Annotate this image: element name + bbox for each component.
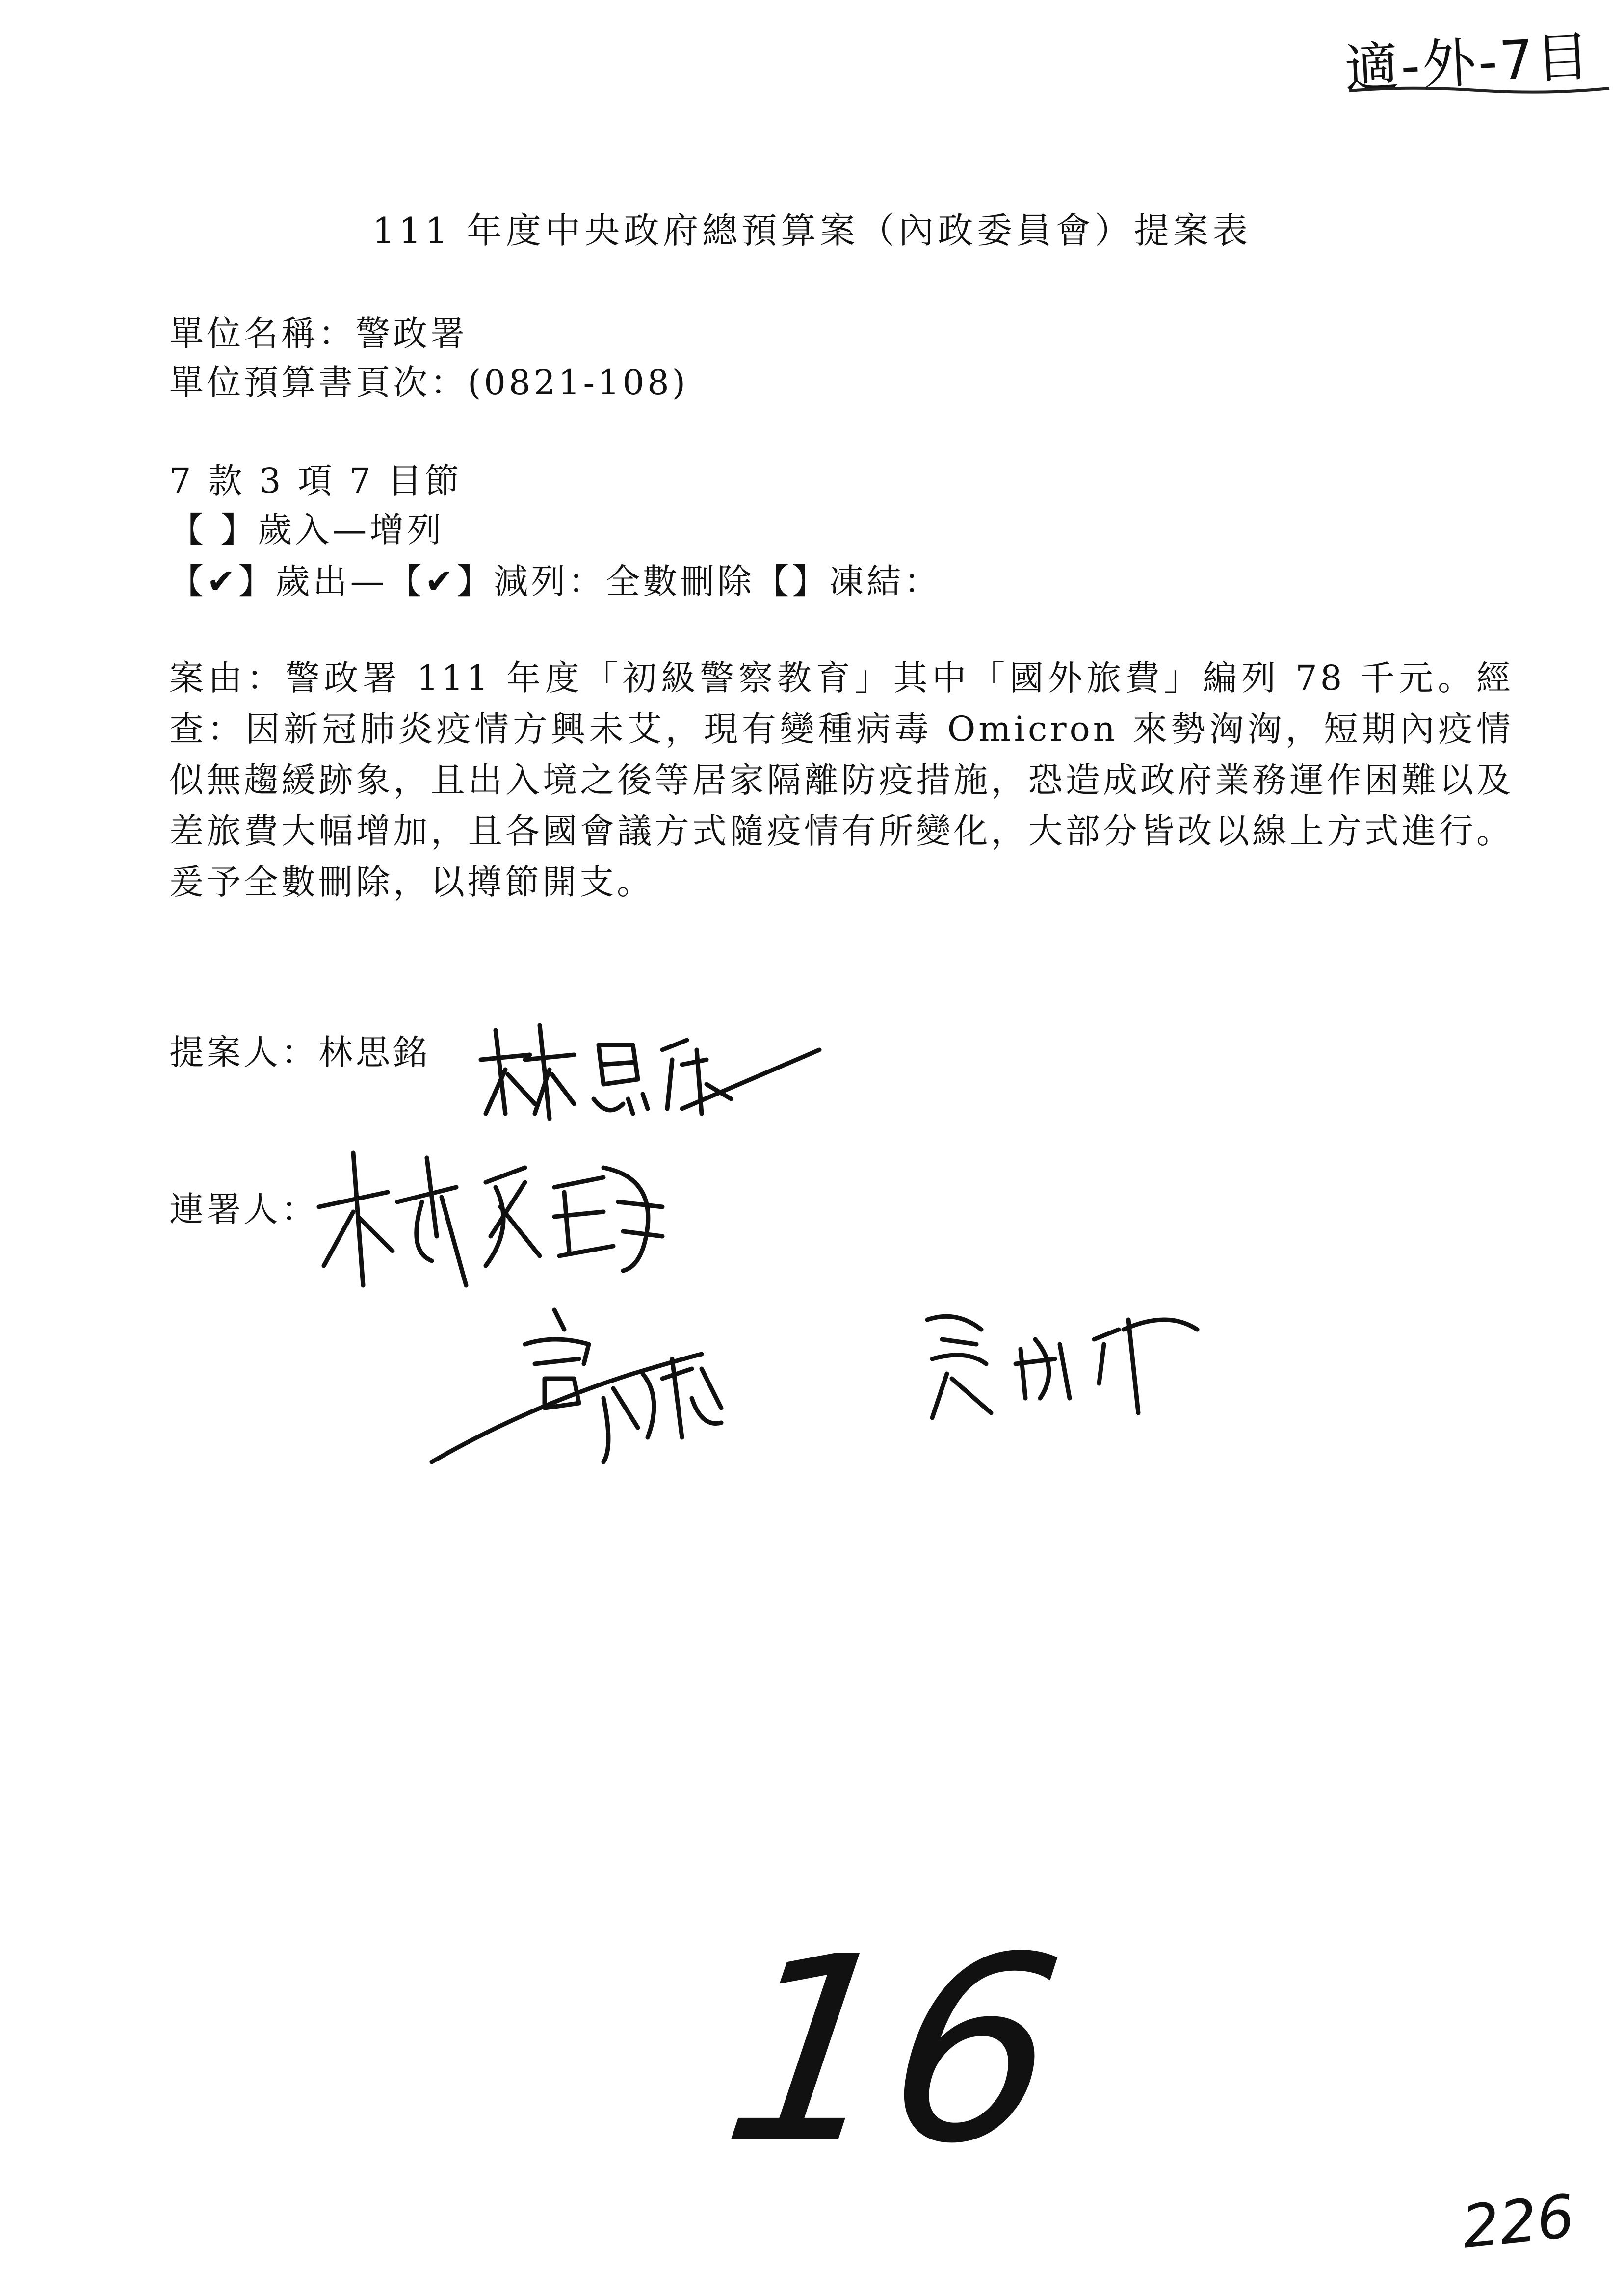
bracket-open: 【 <box>169 561 207 601</box>
corner-handwritten-mark: 適-外-7目 <box>1343 25 1593 101</box>
page-title: 111 年度中央政府總預算案（內政委員會）提案表 <box>372 210 1252 251</box>
cosigner-signature-1 <box>309 1138 692 1300</box>
unit-name: 單位名稱：警政署 <box>169 313 468 354</box>
item-code: 7 款 3 項 7 目節 <box>169 461 462 501</box>
budget-page-reference: 單位預算書頁次：(0821-108) <box>169 363 689 403</box>
cosigner-signature-2 <box>427 1300 810 1477</box>
cosigner-signature-3 <box>913 1300 1207 1428</box>
revenue-increase-line: 【 】歲入—增列 <box>169 510 445 550</box>
expenditure-label: 】歲出—【 <box>238 561 425 601</box>
expenditure-checkbox-mark: ✔ <box>207 561 238 601</box>
cosigner-label: 連署人： <box>169 1189 318 1229</box>
handwritten-folio-number: 226 <box>1459 2182 1578 2262</box>
proposal-reason: 案由：警政署 111 年度「初級警察教育」其中「國外旅費」編列 78 千元。經查：因新冠肺炎疫情方興未艾，現有變種病毒 Omicron 來勢洶洶，短期內疫情似無趨緩跡象，且出入境之後等居家隔離防疫措施，恐造成政府業務運作困難以及差旅費大幅增加，且各國會議方式隨疫情有所變化，大部分皆改以線上方式進行。爰予全數刪除，以撙節開支。 <box>169 658 1514 902</box>
proposer-signature <box>476 1001 829 1148</box>
expenditure-line <box>169 557 941 606</box>
handwritten-page-number: 16 <box>710 1902 1077 2199</box>
decrease-and-freeze-label: 】減列：全數刪除【】凍結： <box>456 561 942 601</box>
proposer-line: 提案人：林思銘 <box>169 1032 430 1072</box>
decrease-checkbox-mark: ✔ <box>424 561 457 601</box>
corner-mark-underline <box>1349 83 1614 98</box>
